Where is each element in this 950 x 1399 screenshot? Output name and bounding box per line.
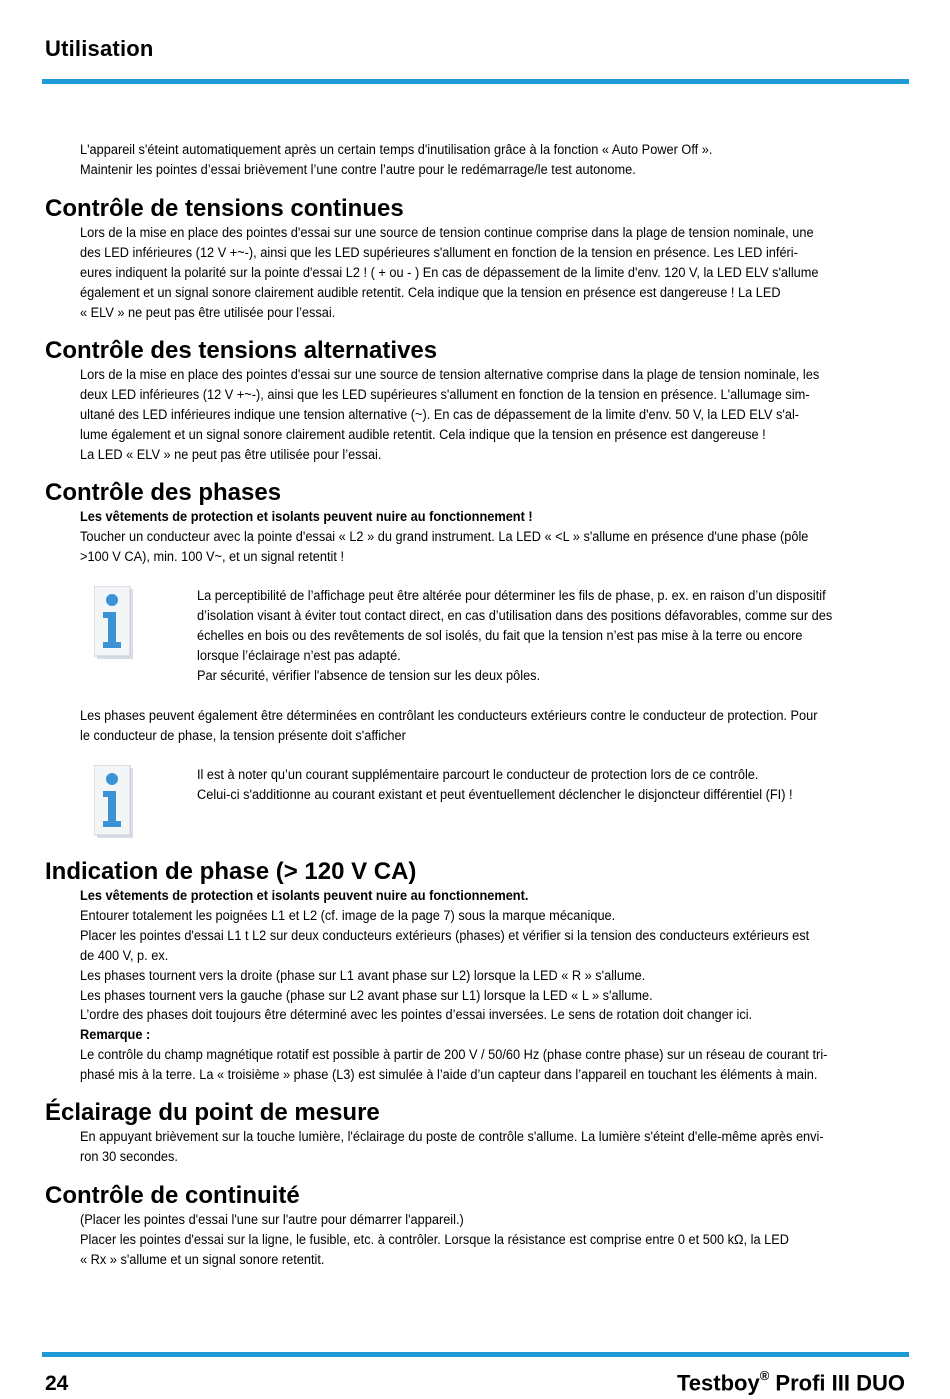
note-phase-perceptibility: [197, 587, 908, 687]
phases-paragraph: [80, 508, 906, 568]
text-line: ultané des LED inférieures indique une tension alternative (~). En cas de dépassement de la limite d'env. 50 V, la LED ELV s'al-: [80, 406, 800, 423]
text-line: deux LED inférieures (12 V +~-), ainsi que les LED supérieures s'allument en fonction de la tension en présence. L'allumage sim-: [80, 386, 810, 403]
text-line: Placer les pointes d'essai sur la ligne, le fusible, etc. à contrôler. Lorsque la résistance est comprise entre 0 et 500 kΩ, la LED: [80, 1231, 789, 1248]
text-line: Il est à noter qu’un courant supplémentaire parcourt le conducteur de protection lors de ce contrôle.: [197, 767, 759, 783]
brand-name: Testboy: [677, 1370, 760, 1396]
text-line: eures indiquent la polarité sur la pointe d'essai L2 ! ( + ou - ) En cas de dépassement de la limite d'env. 120 V, la LED ELV s'allume: [80, 264, 819, 281]
heading-continuity: Contrôle de continuité: [45, 1182, 300, 1209]
warning-line: Les vêtements de protection et isolants peuvent nuire au fonctionnement !: [80, 509, 533, 525]
text-line: phasé mis à la terre. La « troisième » phase (L3) est simulée à l’aide d’un capteur dans l’appareil en touchant les éléments à main.: [80, 1067, 818, 1084]
text-line: Les phases peuvent également être déterminées en contrôlant les conducteurs extérieurs contre le conducteur de protection. Pour: [80, 708, 818, 724]
text-line: lorsque l’éclairage n’est pas adapté.: [197, 647, 401, 664]
text-line: Toucher un conducteur avec la pointe d'essai « L2 » du grand instrument. La LED « <L » s'allume en présence d'une phase (pôle: [80, 528, 809, 545]
text-line: Maintenir les pointes d’essai brièvement l’une contre l’autre pour le redémarrage/le test autonome.: [80, 161, 636, 178]
ac-voltage-paragraph: [80, 366, 906, 466]
text-line: échelles en bois ou des revêtements de sol isolés, du fait que la tension n’est pas mise à la terre ou encore: [197, 627, 803, 644]
text-line: le conducteur de phase, la tension présente doit s'afficher: [80, 727, 406, 744]
text-line: Les phases tournent vers la droite (phase sur L1 avant phase sur L2) lorsque la LED « R » s'allume.: [80, 967, 646, 984]
text-line: L'appareil s'éteint automatiquement après un certain temps d'inutilisation grâce à la fonction « Auto Power Off ».: [80, 142, 713, 158]
phases-protection-paragraph: [80, 707, 906, 747]
dc-voltage-paragraph: [80, 224, 906, 324]
lighting-paragraph: [80, 1128, 906, 1168]
text-line: Le contrôle du champ magnétique rotatif est possible à partir de 200 V / 50/60 Hz (phase contre phase) sur un réseau de courant tri-: [80, 1047, 828, 1064]
text-line: d’isolation visant à éviter tout contact direct, en cas d’utilisation dans des positions défavorables, comme sur des: [197, 607, 833, 624]
text-line: lume également et un signal sonore clairement audible retentit. Cela indique que la tension en présence est dangereuse !: [80, 426, 766, 443]
text-line: La perceptibilité de l’affichage peut être altérée pour déterminer les fils de phase, p. ex. en raison d’un dispositif: [197, 588, 826, 604]
text-line: des LED inférieures (12 V +~-), ainsi que les LED supérieures s'allument en fonction de la tension en présence. Les LED inféri-: [80, 244, 798, 261]
continuity-paragraph: [80, 1211, 906, 1271]
page-number: 24: [45, 1372, 69, 1395]
text-line: En appuyant brièvement sur la touche lumière, l'éclairage du poste de contrôle s'allume. La lumière s'éteint d'elle-même après envi-: [80, 1129, 824, 1145]
page-header-title: Utilisation: [45, 36, 154, 61]
product-name: [677, 1370, 905, 1396]
text-line: Celui-ci s'additionne au courant existant et peut éventuellement déclencher le disjoncteur différentiel (FI) !: [197, 786, 793, 803]
text-line: L’ordre des phases doit toujours être déterminé avec les pointes d’essai inversées. Le sens de rotation doit changer ici.: [80, 1007, 753, 1024]
text-line: « ELV » ne peut pas être utilisée pour l’essai.: [80, 304, 336, 321]
text-line: « Rx » s'allume et un signal sonore retentit.: [80, 1251, 325, 1268]
phase-indication-paragraph: [80, 887, 906, 1086]
text-line: Placer les pointes d'essai L1 t L2 sur deux conducteurs extérieurs (phases) et vérifier si la tension des conducteurs extérieurs est: [80, 927, 810, 944]
heading-phase-indication: Indication de phase (> 120 V CA): [45, 858, 417, 885]
text-line: (Placer les pointes d'essai l'une sur l'autre pour démarrer l'appareil.): [80, 1212, 464, 1228]
text-line: Lors de la mise en place des pointes d'essai sur une source de tension alternative comprise dans la plage de tension nominale, les: [80, 367, 820, 383]
product-model: Profi III DUO: [769, 1370, 905, 1396]
registered-mark: ®: [759, 1368, 770, 1383]
text-line: ron 30 secondes.: [80, 1148, 178, 1165]
footer-rule: [42, 1352, 909, 1357]
intro-paragraph: [80, 141, 906, 181]
header-rule: [42, 79, 909, 84]
heading-dc-voltage: Contrôle de tensions continues: [45, 195, 404, 222]
info-icon: [94, 765, 134, 839]
text-line: Lors de la mise en place des pointes d'essai sur une source de tension continue comprise dans la plage de tension nominale, une: [80, 225, 814, 241]
heading-phases: Contrôle des phases: [45, 479, 282, 506]
heading-ac-voltage: Contrôle des tensions alternatives: [45, 337, 438, 364]
text-line: de 400 V, p. ex.: [80, 947, 169, 964]
note-protective-conductor: [197, 766, 908, 806]
text-line: Par sécurité, vérifier l'absence de tension sur les deux pôles.: [197, 667, 541, 684]
text-line: La LED « ELV » ne peut pas être utilisée pour l’essai.: [80, 446, 382, 463]
text-line: >100 V CA), min. 100 V~, et un signal retentit !: [80, 548, 345, 565]
heading-lighting: Éclairage du point de mesure: [45, 1099, 380, 1126]
text-line: Entourer totalement les poignées L1 et L2 (cf. image de la page 7) sous la marque mécanique.: [80, 907, 616, 924]
warning-line: Les vêtements de protection et isolants peuvent nuire au fonctionnement.: [80, 888, 529, 904]
text-line: Les phases tournent vers la gauche (phase sur L2 avant phase sur L1) lorsque la LED « L » s'allume.: [80, 987, 653, 1004]
info-icon: [94, 586, 134, 660]
text-line: également et un signal sonore clairement audible retentit. Cela indique que la tension en présence est dangereuse ! La LED: [80, 284, 781, 301]
remark-label: Remarque :: [80, 1027, 151, 1044]
